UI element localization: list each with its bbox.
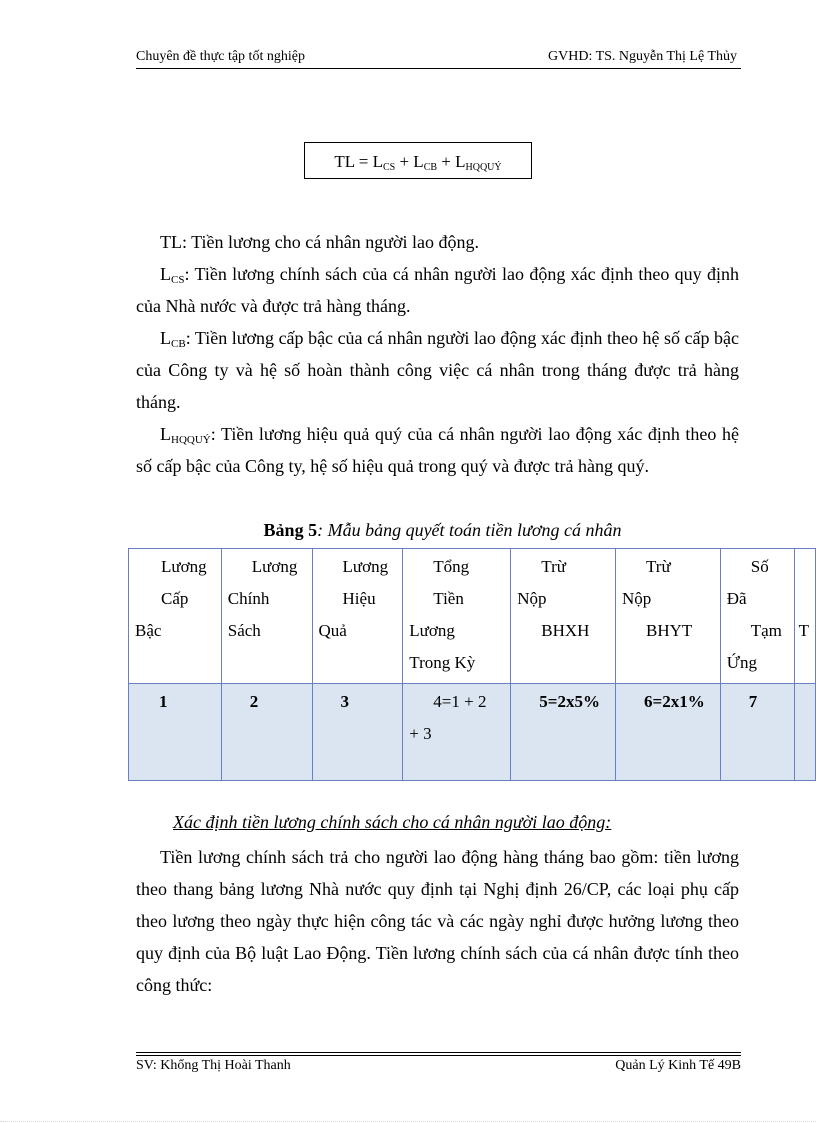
table-header-row: [129, 549, 816, 684]
section-heading: Xác định tiền lương chính sách cho cá nhân người lao động:: [173, 812, 612, 832]
section-paragraph: Tiền lương chính sách trả cho người lao động hàng tháng bao gồm: tiền lương theo thang bảng lương Nhà nước quy định tại Nghị định 26/CP, các loại phụ cấp theo lương theo ngày thực hiện công tác và các ngày nghỉ được hưởng lương theo quy định của Bộ luật Lao Động. Tiền lương chính sách của cá nhân được tính theo công thức:: [136, 847, 739, 995]
header-cell: Tổng Tiền Lương Trong Kỳ: [403, 549, 511, 684]
number-cell: 3: [312, 684, 403, 781]
paragraph-lcs: $L_{CS}$: Tiền lương chính sách của cá nhân người lao động xác định theo quy định của Nhà nước và được trả hàng tháng.: [136, 264, 739, 316]
number-cell: 5=2x5%: [511, 684, 616, 781]
header-cell: Trừ Nộp BHYT: [616, 549, 721, 684]
number-cell: 1: [129, 684, 222, 781]
paragraph-lhq: $L_{HQQUÝ}$: Tiền lương hiệu quả quý của cá nhân người lao động xác định theo hệ số cấp bậc của Công ty, hệ số hiệu quả trong quý và được trả hàng quý.: [136, 424, 739, 476]
page-bottom-border: [0, 1121, 816, 1122]
header-cell: T: [794, 549, 815, 684]
header-cell: Trừ Nộp BHXH: [511, 549, 616, 684]
number-cell: 4=1 + 2 + 3: [403, 684, 511, 781]
footer-rule: [136, 1055, 741, 1056]
number-cell: [794, 684, 815, 781]
table-number-row: [129, 684, 816, 781]
header-cell: Lương Hiệu Quả: [312, 549, 403, 684]
header-rule: [136, 68, 741, 69]
footer-student: SV: Khổng Thị Hoài Thanh: [136, 1058, 291, 1073]
page-header: [136, 49, 741, 68]
footer-rule: [136, 1052, 741, 1053]
header-cell: Lương Cấp Bậc: [129, 549, 222, 684]
salary-formula-box: TL = $L_{CS} + L_{CB} + L_{HQQUÝ}$: [304, 142, 532, 179]
header-cell: Số Đã Tạm Ứng: [720, 549, 794, 684]
number-cell: 7: [720, 684, 794, 781]
number-cell: 6=2x1%: [616, 684, 721, 781]
footer-class: Quản Lý Kinh Tế 49B: [615, 1058, 741, 1073]
paragraph-tl: TL: Tiền lương cho cá nhân người lao động.: [160, 232, 480, 252]
paragraph-lcb: $L_{CB}$: Tiền lương cấp bậc của cá nhân người lao động xác định theo hệ số cấp bậc của Công ty và hệ số hoàn thành công việc cá nhân trong tháng được trả hàng tháng.: [136, 328, 739, 412]
number-cell: 2: [221, 684, 312, 781]
header-right-advisor: GVHD: TS. Nguyễn Thị Lệ Thủy: [548, 49, 737, 64]
header-cell: Lương Chính Sách: [221, 549, 312, 684]
table-caption: Bảng 5: Mẫu bảng quyết toán tiền lương cá nhân: [263, 520, 622, 540]
header-left-title: Chuyên đề thực tập tốt nghiệp: [136, 49, 305, 64]
salary-settlement-table: [128, 548, 816, 781]
